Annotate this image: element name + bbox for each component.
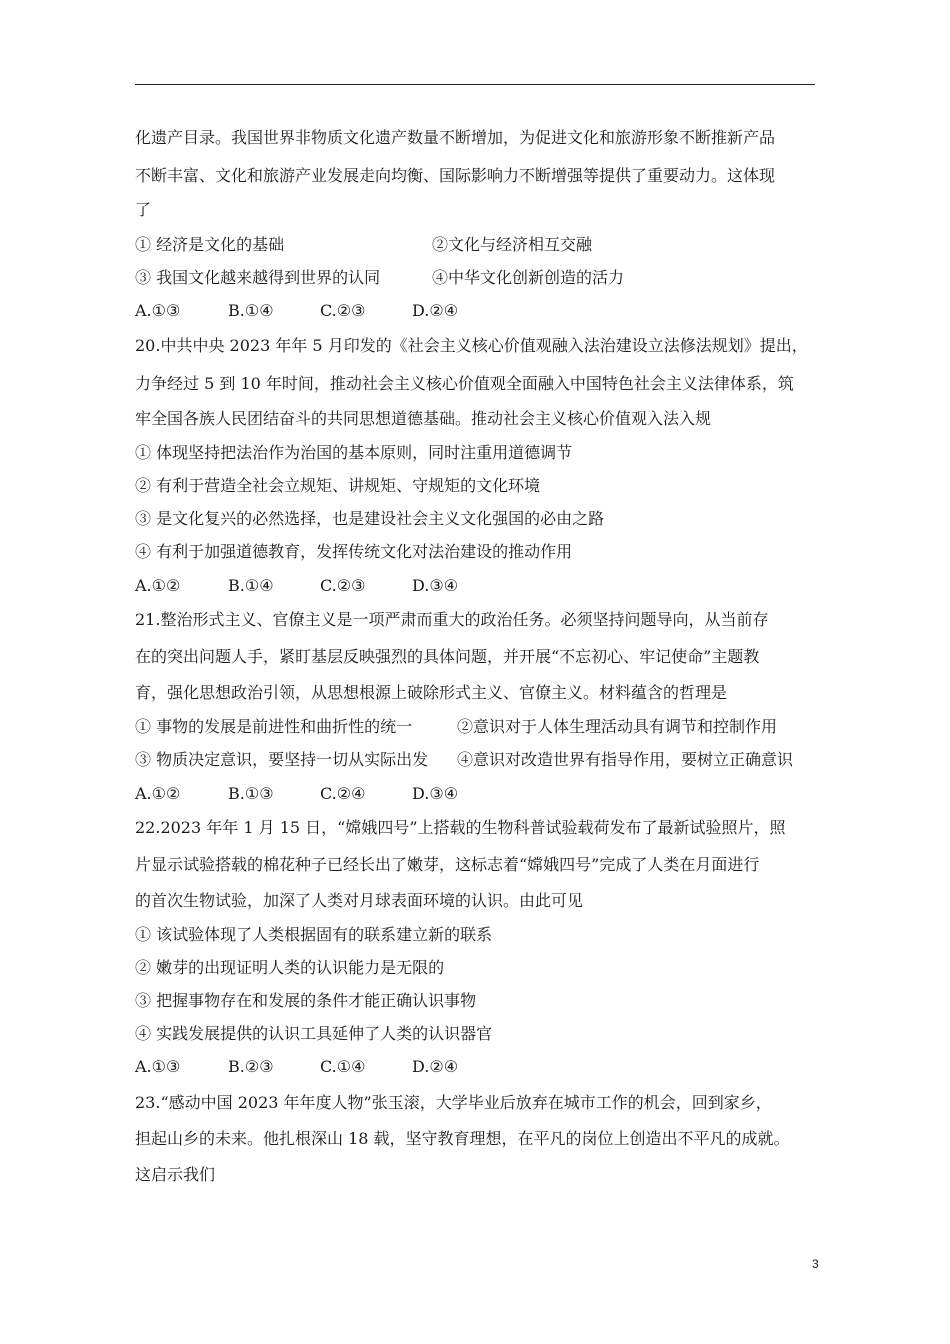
intro-line-2: 不断丰富、文化和旅游产业发展走向均衡、国际影响力不断增强等提供了重要动力。这体现	[135, 166, 776, 185]
q22-option-4: ④ 实践发展提供的认识工具延伸了人类的认识器官	[135, 1024, 493, 1043]
q21-option-2: ②意识对于人体生理活动具有调节和控制作用	[457, 717, 778, 736]
q22-stem-line-1: 22.2023 年年 1 月 15 日，“嫦娥四号”上搭载的生物科普试验载荷发布了最新试验照片，照	[135, 818, 786, 837]
intro-answer-d: D.②④	[412, 301, 459, 320]
q21-stem-line-2: 在的突出问题人手，紧盯基层反映强烈的具体问题，并开展“不忘初心、牢记使命”主题教	[135, 647, 760, 666]
q21-answer-a: A.①②	[135, 784, 181, 803]
q22-option-2: ② 嫩芽的出现证明人类的认识能力是无限的	[135, 958, 445, 977]
q21-stem-line-3: 育，强化思想政治引领，从思想根源上破除形式主义、官僚主义。材料蕴含的哲理是	[135, 683, 728, 702]
q20-answer-c: C.②③	[320, 576, 366, 595]
intro-option-2: ②文化与经济相互交融	[432, 235, 593, 254]
q22-stem-line-3: 的首次生物试验，加深了人类对月球表面环境的认识。由此可见	[135, 891, 584, 910]
q22-answer-d: D.②④	[412, 1057, 459, 1076]
q22-option-3: ③ 把握事物存在和发展的条件才能正确认识事物	[135, 991, 477, 1010]
q20-stem-line-3: 牢全国各族人民团结奋斗的共同思想道德基础。推动社会主义核心价值观入法入规	[135, 409, 712, 428]
intro-answer-b: B.①④	[228, 301, 274, 320]
q20-answer-a: A.①②	[135, 576, 181, 595]
q22-answer-b: B.②③	[228, 1057, 274, 1076]
q20-stem-line-1: 20.中共中央 2023 年年 5 月印发的《社会主义核心价值观融入法治建设立法修法规划》提出，	[135, 336, 808, 355]
q21-answer-d: D.③④	[412, 784, 459, 803]
q20-answer-b: B.①④	[228, 576, 274, 595]
q23-stem-line-3: 这启示我们	[135, 1165, 216, 1184]
header-rule	[135, 84, 815, 85]
intro-option-3: ③ 我国文化越来越得到世界的认同	[135, 268, 381, 287]
q22-answer-a: A.①③	[135, 1057, 181, 1076]
q22-option-1: ① 该试验体现了人类根据固有的联系建立新的联系	[135, 925, 493, 944]
intro-option-4: ④中华文化创新创造的活力	[432, 268, 625, 287]
q20-option-3: ③ 是文化复兴的必然选择，也是建设社会主义文化强国的必由之路	[135, 509, 605, 528]
q21-option-1: ① 事物的发展是前进性和曲折性的统一	[135, 717, 413, 736]
q23-stem-line-1: 23.“感动中国 2023 年年度人物”张玉滚，大学毕业后放弃在城市工作的机会，回到家乡，	[135, 1093, 772, 1112]
q22-answer-c: C.①④	[320, 1057, 366, 1076]
page-number: 3	[812, 1257, 819, 1271]
q20-answer-d: D.③④	[412, 576, 459, 595]
q22-stem-line-2: 片显示试验搭载的棉花种子已经长出了嫩芽，这标志着“嫦娥四号”完成了人类在月面进行	[135, 855, 760, 874]
intro-line-1: 化遗产目录。我国世界非物质文化遗产数量不断增加，为促进文化和旅游形象不断推新产品	[135, 128, 776, 147]
q21-stem-line-1: 21.整治形式主义、官僚主义是一项严肃而重大的政治任务。必须坚持问题导向，从当前存	[135, 610, 769, 629]
q21-answer-c: C.②④	[320, 784, 366, 803]
intro-option-1: ① 经济是文化的基础	[135, 235, 285, 254]
q21-option-3: ③ 物质决定意识，要坚持一切从实际出发	[135, 750, 429, 769]
intro-answer-c: C.②③	[320, 301, 366, 320]
q20-stem-line-2: 力争经过 5 到 10 年时间，推动社会主义核心价值观全面融入中国特色社会主义法律体系，筑	[135, 374, 794, 393]
q20-option-4: ④ 有利于加强道德教育，发挥传统文化对法治建设的推动作用	[135, 542, 573, 561]
intro-line-3: 了	[135, 200, 152, 219]
q21-answer-b: B.①③	[228, 784, 274, 803]
q20-option-2: ② 有利于营造全社会立规矩、讲规矩、守规矩的文化环境	[135, 476, 541, 495]
q23-stem-line-2: 担起山乡的未来。他扎根深山 18 载，坚守教育理想，在平凡的岗位上创造出不平凡的成就。	[135, 1129, 790, 1148]
intro-answer-a: A.①③	[135, 301, 181, 320]
q20-option-1: ① 体现坚持把法治作为治国的基本原则，同时注重用道德调节	[135, 443, 573, 462]
q21-option-4: ④意识对改造世界有指导作用，要树立正确意识	[457, 750, 794, 769]
